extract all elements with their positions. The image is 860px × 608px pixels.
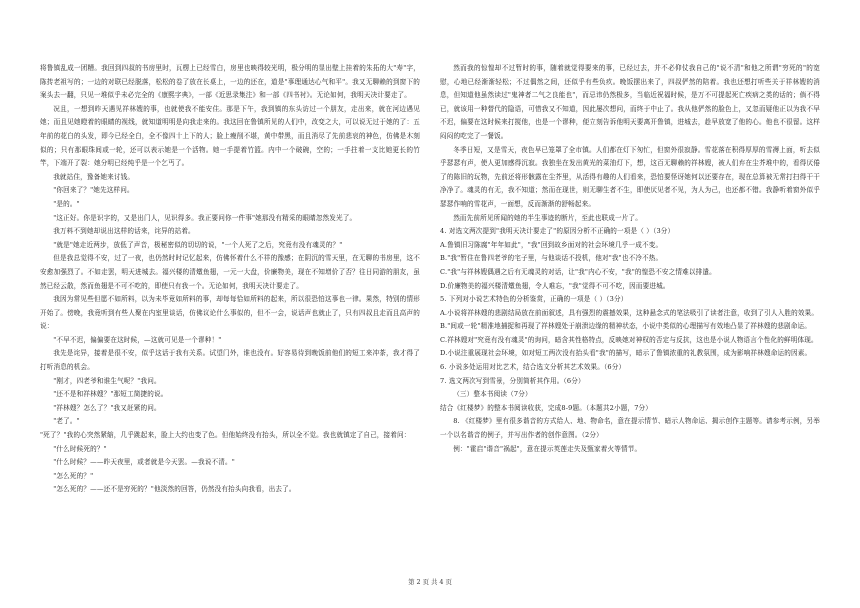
question-5-option-b: B."间或一轮"精准地捕捉和再现了祥林嫂处于崩溃边缘的精神状态，小说中类似的心理描写有效地凸显了祥林嫂的悲剧命运。 [440, 322, 812, 331]
question-8-example: 例："霍启"谐音"祸起"，意在提示英莲走失及甄家着火等情节。 [453, 444, 642, 453]
passage-paragraph: "老了。" [53, 417, 80, 426]
question-8: 8. 《红楼梦》里有很多谐音的方式给人、地、物命名，意在提示情节、暗示人物命运、揭示创作主题等。请参考示例，另举一个以名谐音的例子，并写出作者的创作意图。（2分） [440, 417, 820, 440]
passage-paragraph: "死了？"我的心突然紧缩，几乎跳起来，脸上大约也变了色。但他始终没有抬头，所以全不觉。我也就镇定了自己，接着问： [40, 431, 411, 440]
question-5-option-d: D.小说注重展现社会环境，如对短工两次没有抬头看"我"的描写，暗示了鲁镇浓重的礼教氛围，成为影响祥林嫂命运的因素。 [440, 349, 812, 358]
passage-paragraph: "什么时候死的？" [53, 444, 107, 453]
passage-paragraph: "祥林嫂？怎么了？"我又赶紧的问。 [53, 403, 161, 412]
question-7: 7. 选文两次写到雪景，分别简析其作用。（6分） [440, 376, 585, 385]
passage-paragraph: 然而先前所见所闻的她的半生事迹的断片，至此也联成一片了。 [453, 213, 643, 222]
question-4-option-c: C."我"与祥林嫂偶遇之后有无魂灵的对话，让"我"内心不安，"我"的惶恐不安之情难以排遣。 [440, 267, 716, 276]
passage-paragraph: "不早不迟，偏偏要在这时候，—这就可见是一个谬种！" [53, 335, 222, 344]
section-3-intro: 结合《红楼梦》的整本书阅读收获，完成8-9题。（本题共2小题，7分） [440, 403, 653, 412]
passage-paragraph: 我先是诧异，接着是很不安，似乎这话于我有关系。试望门外，谁也没有。好容易待到晚饭前他们的短工来冲茶，我才得了打听消息的机会。 [40, 349, 420, 372]
passage-paragraph: "这正好。你是识字的，又是出门人，见识得多。我正要问你一件事"她那没有精采的眼睛忽然发光了。 [53, 213, 357, 222]
question-6: 6. 小说多处运用对比艺术，结合选文分析其艺术效果。（6分） [440, 363, 626, 372]
question-5-option-a: A.小说将祥林嫂的悲剧结局放在前面叙述，具有强烈的震撼效果，这种悬念式的笔法吸引了读者注意，收到了引人入胜的效果。 [440, 308, 819, 317]
question-5: 5. 下列对小说艺术特色的分析鉴赏，正确的一项是（ ）（3分） [440, 295, 628, 304]
passage-paragraph: 将鲁镇乱成一团糟。我回到四叔的书房里时，瓦楞上已经雪白，房里也映得较光明，极分明的显出壁上挂着的朱拓的大"寿"字，陈抟老祖写的；一边的对联已经脱落，松松的卷了放在长桌上，一边的还在，道是"事理通达心气和平"。我又无聊赖的到窗下的案头去一翻，只见一堆似乎未必完全的《康熙字典》，一部《近思录集注》和一部《四书衬》。无论如何，我明天决计要走了。 [40, 64, 420, 100]
section-3-heading: （三）整本书阅读（7分） [453, 390, 532, 399]
passage-paragraph: "什么时候？——昨天夜里，或者就是今天罢。—我说不清。" [53, 458, 235, 467]
passage-paragraph: 况且，一想到昨天遇见祥林嫂的事，也就使我不能安住。那是下午，我到镇的东头访过一个朋友，走出来，就在河边遇见她；而且见她瞪着的眼睛的视线，就知道明明是向我走来的。我这回在鲁镇所见的人们中，改变之大，可以说无过于她的了：五年前的花白的头发，即今已经全白，全不像四十上下的人；脸上瘦削不堪，黄中带黑，而且消尽了先前悲哀的神色，仿佛是木刻似的；只有那眼珠间或一轮，还可以表示她是一个活物。她一手提着竹篮。内中一个破碗，空的；一手拄着一支比她更长的竹竿，下端开了裂：她分明已经纯乎是一个乞丐了。 [40, 104, 420, 168]
passage-paragraph: "刚才，四老爷和谁生气呢？"我问。 [53, 376, 161, 385]
passage-paragraph: 我万料不到她却说出这样的话来，诧异的站着。 [53, 227, 195, 236]
passage-paragraph: "怎么死的？——还不是穷死的？"他淡然的回答，仍然没有抬头向我看，出去了。 [53, 485, 296, 494]
passage-paragraph: 然而我的惊惶却不过暂时的事，随着就觉得要来的事，已经过去，并不必仰仗我自己的"说不清"和他之所谓"穷死的"的宽慰，心地已经渐渐轻松；不过偶然之间，还似乎有些负疚。晚饭摆出来了，四叔俨然的陪着。我也还想打听些关于祥林嫂的消息，但知道他虽然读过"鬼神者二气之良能也"，而忌讳仍然极多，当临近祝福时候，是万不可提起死亡疾病之类的话的；倘不得已，就该用一种替代的隐语，可惜我又不知道，因此屡次想问，而终于中止了。我从他俨然的脸色上，又忽而疑他正以为我不早不迟，偏要在这时候来打搅他，也是一个谬种，便立刻告诉他明天要离开鲁镇，进城去，趁早放宽了他的心。他也不很留。这样闷闷的吃完了一餐饭。 [440, 64, 820, 140]
question-4: 4. 对选文两次提到"我明天决计要走了"的原因分析不正确的一项是（ ）（3分） [440, 227, 675, 236]
passage-paragraph: 我因为常见些但愿不如所料，以为未毕竟如所料的事，却每每恰如所料的起来，所以很恐怕这事也一律。果然，特别的情形开始了。傍晚，我竟听到有些人聚在内室里谈话，仿佛议论什么事似的，但不一会，说话声也就止了，只有四叔且走而且高声的说： [40, 295, 420, 331]
passage-paragraph: "你回来了？"她先这样问。 [53, 186, 134, 195]
left-column [40, 62, 420, 532]
passage-paragraph: "怎么死的？" [53, 471, 94, 480]
question-4-option-d: D.价廉物美的福兴楼清燉鱼翅，令人难忘，"我"觉得不可不吃，因而要进城。 [440, 281, 670, 290]
right-column [440, 62, 820, 532]
passage-paragraph: 我就站住，豫备她来讨钱。 [53, 172, 135, 181]
passage-paragraph: "还不是和祥林嫂？"那短工简捷的说。 [53, 390, 168, 399]
passage-paragraph: 冬季日短，又是雪天，夜色早已笼罩了全市镇。人们都在灯下匆忙，但窗外很寂静。雪花落在积得厚厚的雪褥上面，听去似乎瑟瑟有声，使人更加感得沉寂。我独坐在发出黄光的菜油灯下，想，这百无聊赖的祥林嫂，被人们弃在尘芥堆中的，看得厌倦了的陈旧的玩物，先前还将形骸露在尘芥里，从活得有趣的人们看来，恐怕要怪讶她何以还要存在，现在总算被无常打扫得干干净净了。魂灵的有无，我不知道；然而在现世，则无聊生者不生，即使厌见者不见，为人为己，也还都不错。我静听着窗外似乎瑟瑟作响的雪花声，一面想，反而渐渐的舒畅起来。 [440, 145, 820, 208]
question-4-option-a: A.鲁镇旧习陈腐"年年如此"，"我"回到故乡面对的社会环境几乎一成不变。 [440, 240, 663, 249]
question-4-option-b: B."我"暂住在鲁四老爷的宅子里，与他谈话不投机，他对"我"也不冷不热。 [440, 254, 663, 263]
passage-paragraph: 但是我总觉得不安，过了一夜，也仍然时时记忆起来，仿佛怀着什么不祥的豫感；在阴沉的雪天里，在无聊的书房里，这不安愈加强烈了。不如走罢，明天进城去。福兴楼的清燉鱼翅，一元一大盘，价廉物美，现在不知增价了否？往日同游的朋友，虽然已经云散，然而鱼翅是不可不吃的，即使只有我一个。无论如何，我明天决计要走了。 [40, 254, 420, 290]
page-footer: 第 2 页 共 4 页 [408, 578, 452, 586]
passage-paragraph: "是的。" [53, 199, 80, 208]
passage-paragraph: "就是"她走近两步，放低了声音，极秘密似的切切的说，"一个人死了之后，究竟有没有魂灵的？" [53, 240, 343, 249]
question-5-option-c: C.祥林嫂对"究竟有没有魂灵"的询问，暗含其性格特点，反映她对神权的否定与反抗，这也是小说人物语言个性化的鲜明体现。 [440, 335, 818, 344]
